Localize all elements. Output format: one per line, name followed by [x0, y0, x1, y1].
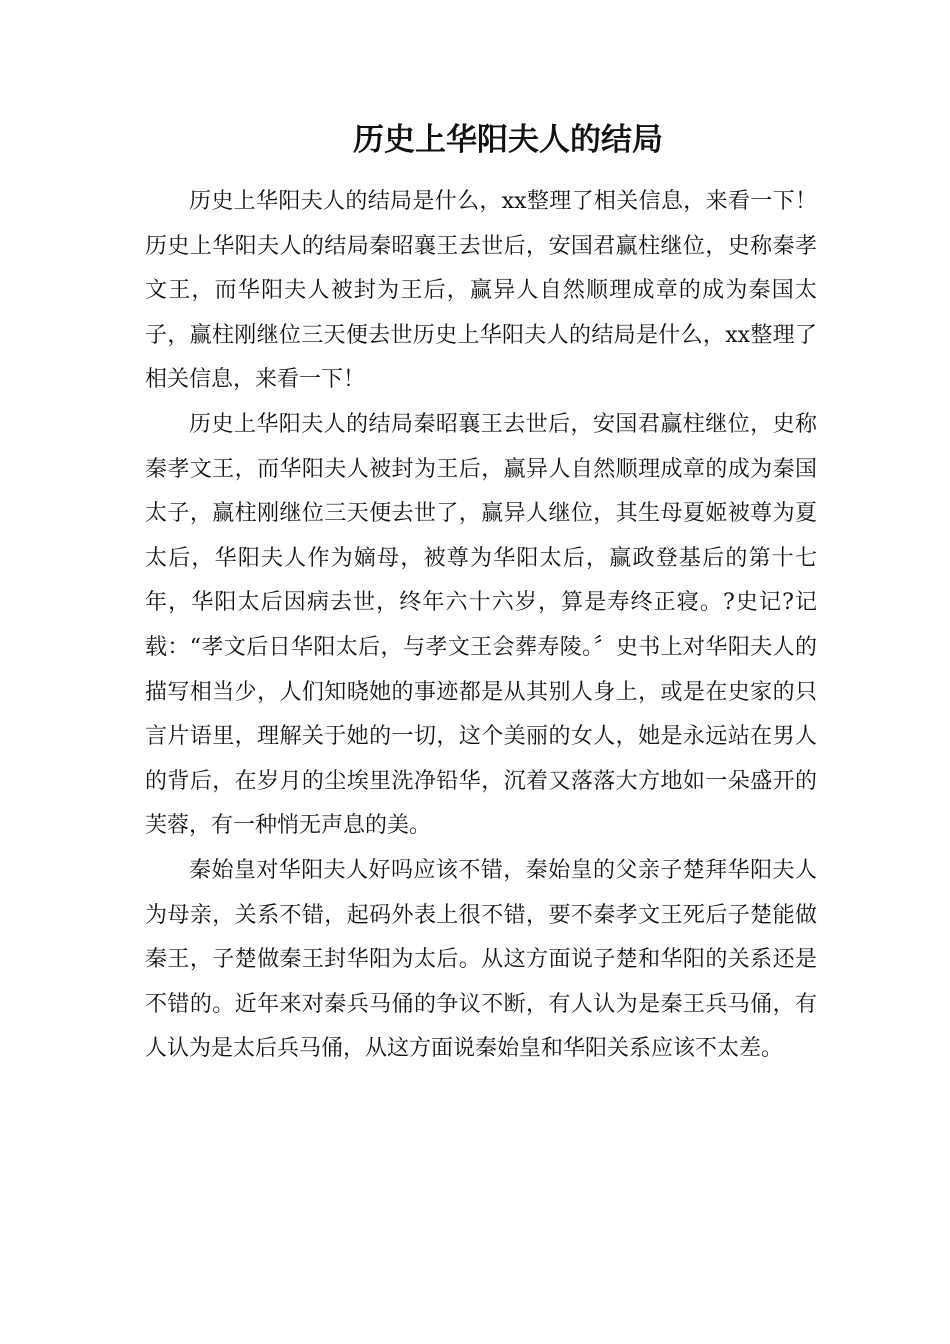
- paragraph-1: 历史上华阳夫人的结局是什么，xx整理了相关信息，来看一下！历史上华阳夫人的结局秦昭襄王去世后，安国君赢柱继位，史称秦孝文王，而华阳夫人被封为王后，赢异人自然顺理成章的成为秦国太子，赢柱刚继位三天便去世历史上华阳夫人的结局是什么，xx整理了相关信息，来看一下！: [145, 189, 817, 393]
- paragraph-2: 历史上华阳夫人的结局秦昭襄王去世后，安国君赢柱继位，史称秦孝文王，而华阳夫人被封为王后，赢异人自然顺理成章的成为秦国太子，赢柱刚继位三天便去世了，赢异人继位，其生母夏姬被尊为夏太后，华阳夫人作为嫡母，被尊为华阳太后，赢政登基后的第十七年，华阳太后因病去世，终年六十六岁，算是寿终正寝。?史记?记载：“孝文后日华阳太后，与孝文王会葬寿陵。〞史书上对华阳夫人的描写相当少，人们知晓她的事迹都是从其别人身上，或是在史家的只言片语里，理解关于她的一切，这个美丽的女人，她是永远站在男人的背后，在岁月的尘埃里洗净铅华，沉着又落落大方地如一朵盛开的芙蓉，有一种悄无声息的美。: [145, 411, 817, 839]
- document-body: [145, 180, 817, 1072]
- document-title: 历史上华阳夫人的结局: [353, 122, 663, 158]
- paragraph-3: 秦始皇对华阳夫人好吗应该不错，秦始皇的父亲子楚拜华阳夫人为母亲，关系不错，起码外表上很不错，要不秦孝文王死后子楚能做秦王，子楚做秦王封华阳为太后。从这方面说子楚和华阳的关系还是不错的。近年来对秦兵马俑的争议不断，有人认为是秦王兵马俑，有人认为是太后兵马俑，从这方面说秦始皇和华阳关系应该不太差。: [145, 857, 817, 1062]
